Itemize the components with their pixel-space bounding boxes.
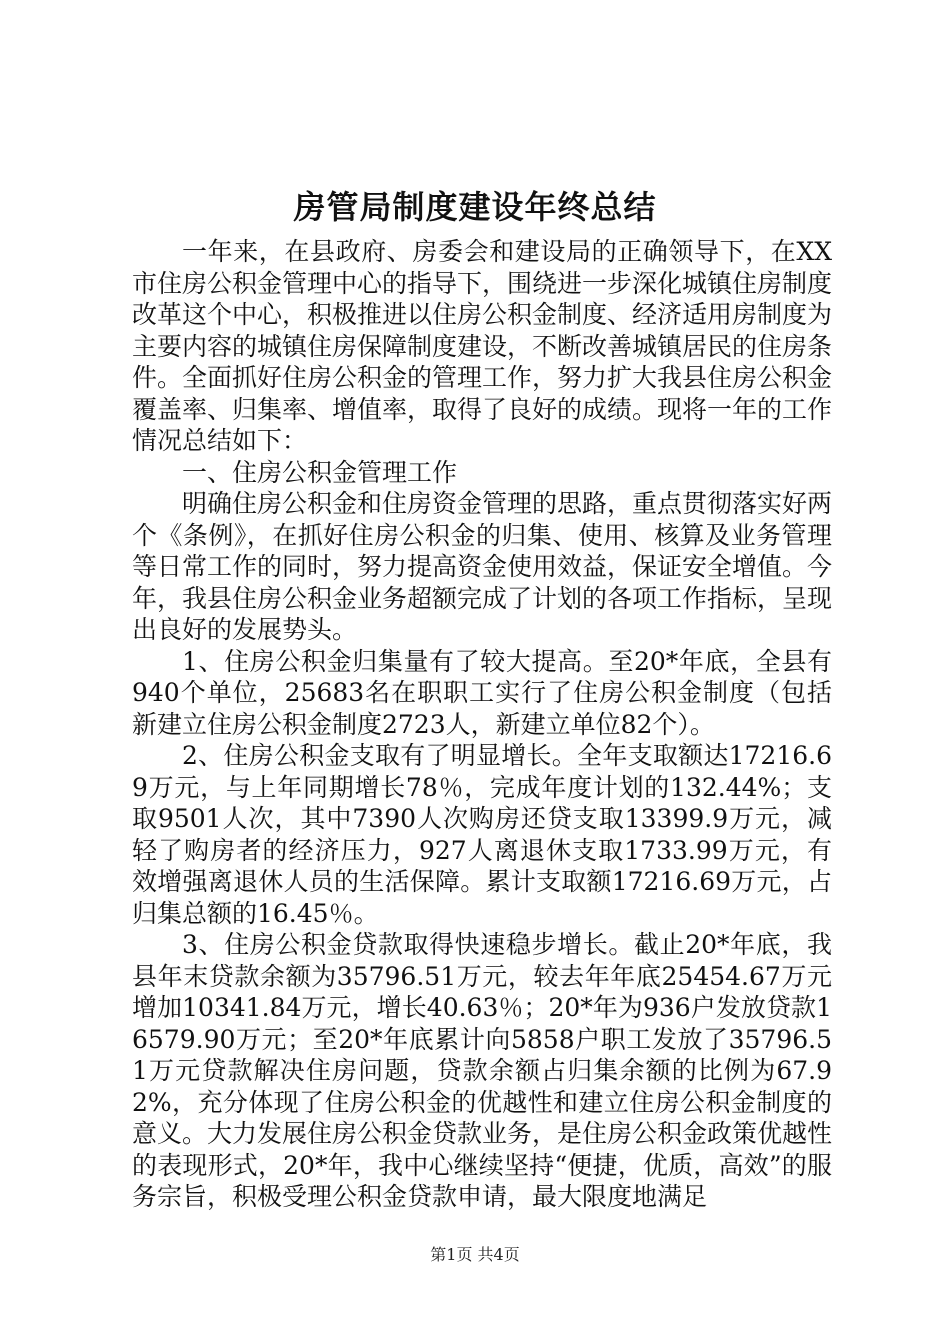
document-title: 房管局制度建设年终总结 <box>293 188 657 226</box>
page-footer: 第1页 共4页 <box>430 1245 520 1264</box>
intro-paragraph: 一年来，在县政府、房委会和建设局的正确领导下，在XX市住房公积金管理中心的指导下，围绕进一步深化城镇住房制度改革这个中心，积极推进以住房公积金制度、经济适用房制度为主要内容的城镇住房保障制度建设，不断改善城镇居民的住房条件。全面抓好住房公积金的管理工作，努力扩大我县住房公积金覆盖率、归集率、增值率，取得了良好的成绩。现将一年的工作情况总结如下： <box>132 237 833 455</box>
item-paragraph-1: 1、住房公积金归集量有了较大提高。至20*年底，全县有940个单位，25683名在职职工实行了住房公积金制度（包括新建立住房公积金制度2723人，新建立单位82个）。 <box>132 646 832 739</box>
document-body <box>132 236 832 1213</box>
item-paragraph-2: 2、住房公积金支取有了明显增长。全年支取额达17216.69万元，与上年同期增长78％，完成年度计划的132.44%；支取9501人次，其中7390人次购房还贷支取13399.9万元，减轻了购房者的经济压力，927人离退休支取1733.99万元，有效增强离退休人员的生活保障。累计支取额17216.69万元，占归集总额的16.45％。 <box>132 741 832 928</box>
section-heading: 一、住房公积金管理工作 <box>182 457 458 487</box>
item-paragraph-3: 3、住房公积金贷款取得快速稳步增长。截止20*年底，我县年末贷款余额为35796.51万元，较去年年底25454.67万元增加10341.84万元，增长40.63％；20*年为936户发放贷款16579.90万元；至20*年底累计向5858户职工发放了35796.51万元贷款解决住房问题，贷款余额占归集余额的比例为67.92%，充分体现了住房公积金的优越性和建立住房公积金制度的意义。大力发展住房公积金贷款业务，是住房公积金政策优越性的表现形式，20*年，我中心继续坚持“便捷，优质，高效”的服务宗旨，积极受理公积金贷款申请，最大限度地满足 <box>132 930 833 1211</box>
section-paragraph: 明确住房公积金和住房资金管理的思路，重点贯彻落实好两个《条例》，在抓好住房公积金的归集、使用、核算及业务管理等日常工作的同时，努力提高资金使用效益，保证安全增值。今年，我县住房公积金业务超额完成了计划的各项工作指标，呈现出良好的发展势头。 <box>132 489 833 644</box>
